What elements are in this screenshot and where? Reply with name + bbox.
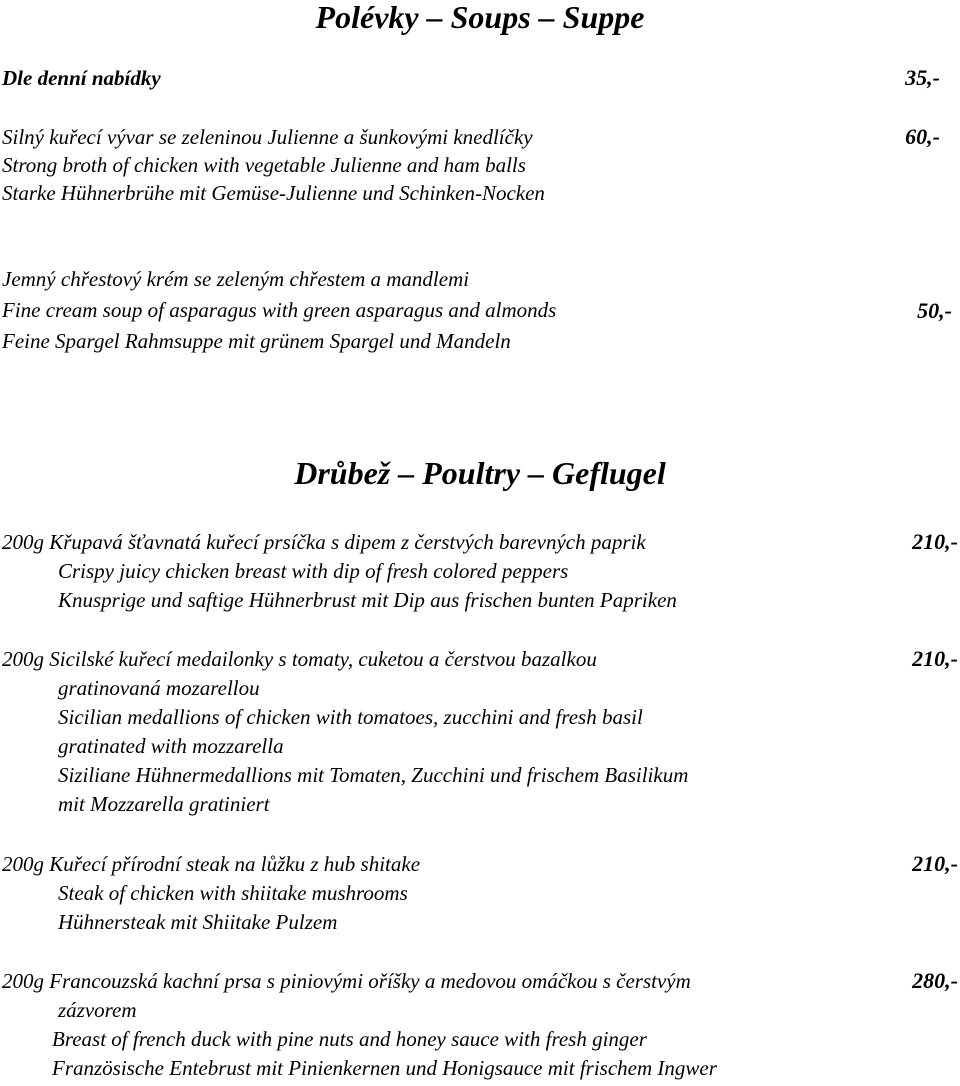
poultry-2-line-en-2: gratinated with mozzarella — [58, 734, 284, 758]
poultry-4-line-en: Breast of french duck with pine nuts and honey sauce with fresh ginger — [52, 1027, 647, 1051]
soups-heading: Polévky – Soups – Suppe — [315, 0, 645, 35]
poultry-3-line-en: Steak of chicken with shiitake mushrooms — [58, 881, 408, 905]
soup-2-price: 50,- — [917, 298, 952, 323]
soup-1-line-cz: Silný kuřecí vývar se zeleninou Julienne a šunkovými knedlíčky — [2, 125, 533, 149]
poultry-1-line-en: Crispy juicy chicken breast with dip of fresh colored peppers — [58, 559, 569, 583]
soup-1-line-de: Starke Hühnerbrühe mit Gemüse-Julienne und Schinken-Nocken — [2, 181, 545, 205]
poultry-3-line-cz: 200g Kuřecí přírodní steak na lůžku z hub shitake — [2, 852, 421, 876]
poultry-1-line-cz: 200g Křupavá šťavnatá kuřecí prsíčka s dipem z čerstvých barevných paprik — [2, 530, 646, 554]
poultry-2-line-en-1: Sicilian medallions of chicken with tomatoes, zucchini and fresh basil — [58, 705, 643, 729]
soup-1-line-en: Strong broth of chicken with vegetable Julienne and ham balls — [2, 153, 526, 177]
poultry-3-line-de: Hühnersteak mit Shiitake Pulzem — [58, 910, 338, 934]
soup-2-line-en: Fine cream soup of asparagus with green asparagus and almonds — [2, 298, 557, 322]
poultry-4-line-cz-1: 200g Francouzská kachní prsa s piniovými oříšky a medovou omáčkou s čerstvým — [2, 969, 691, 993]
poultry-4-line-cz-2: zázvorem — [58, 998, 137, 1022]
poultry-2-line-cz-2: gratinovaná mozarellou — [58, 676, 260, 700]
poultry-2-line-cz-1: 200g Sicilské kuřecí medailonky s tomaty, cuketou a čerstvou bazalkou — [2, 647, 597, 671]
soup-1-price: 60,- — [905, 124, 940, 149]
poultry-2-price: 210,- — [912, 646, 958, 671]
poultry-heading: Drůbež – Poultry – Geflugel — [294, 455, 666, 491]
soup-2-line-cz: Jemný chřestový krém se zeleným chřestem a mandlemi — [2, 267, 470, 291]
soup-2-line-de: Feine Spargel Rahmsuppe mit grünem Spargel und Mandeln — [2, 329, 511, 353]
poultry-4-price: 280,- — [912, 968, 958, 993]
poultry-3-price: 210,- — [912, 851, 958, 876]
daily-offer-price: 35,- — [905, 65, 940, 90]
poultry-1-line-de: Knusprige und saftige Hühnerbrust mit Dip aus frischen bunten Papriken — [58, 588, 677, 612]
daily-offer-name: Dle denní nabídky — [2, 66, 161, 90]
poultry-1-price: 210,- — [912, 529, 958, 554]
poultry-4-line-de: Französische Entebrust mit Pinienkernen und Honigsauce mit frischem Ingwer — [52, 1056, 717, 1080]
poultry-2-line-de-2: mit Mozzarella gratiniert — [58, 792, 270, 816]
poultry-2-line-de-1: Siziliane Hühnermedallions mit Tomaten, Zucchini und frischem Basilikum — [58, 763, 689, 787]
